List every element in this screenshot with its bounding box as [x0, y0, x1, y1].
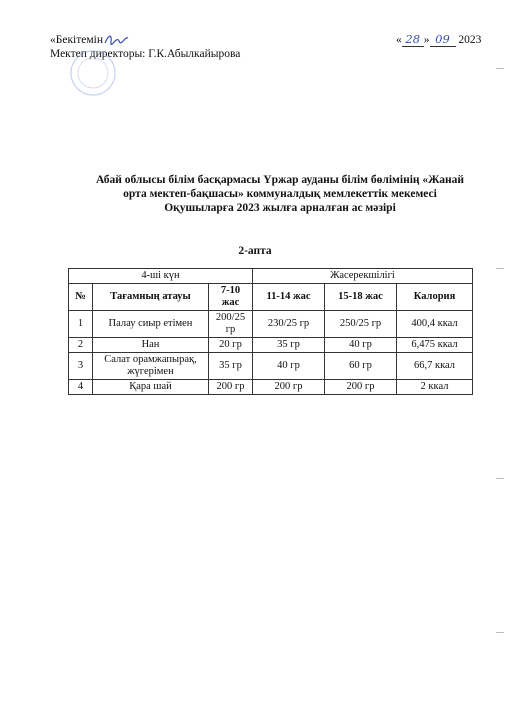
document-title: Абай облысы білім басқармасы Үржар ауданы білім бөлімінің «Жанай орта мектеп-бақшасы» коммуналдық мемлекеттік мекемесі Оқушыларға 2023 жылға арналған ас мәзірі [96, 174, 464, 214]
table-row: 3 Салат орамжапырақ, жүгерімен 35 гр 40 гр 60 гр 66,7 ккал [69, 353, 473, 380]
date-year: 2023 [458, 34, 482, 46]
col-header: 11-14 жас [253, 284, 325, 311]
week-label: 2-апта [238, 245, 272, 257]
day-header: 4-ші күн [69, 269, 253, 284]
age-header: Жасерекшілігі [253, 269, 473, 284]
date-month: 09 [430, 32, 456, 47]
date-day: 28 [402, 32, 424, 47]
scan-edge-mark [496, 68, 504, 69]
table-row: 2 Нан 20 гр 35 гр 40 гр 6,475 ккал [69, 338, 473, 353]
col-header: № [69, 284, 93, 311]
table-group-header [69, 269, 473, 284]
menu-table [68, 268, 473, 395]
scan-edge-mark [496, 478, 504, 479]
col-header: Тағамның атауы [93, 284, 209, 311]
director-line: Мектеп директоры: Г.К.Абылкайырова [50, 48, 241, 60]
col-header: 7-10 жас [209, 284, 253, 311]
stamp-icon [64, 48, 122, 98]
approve-label: «Бекітемін [50, 34, 103, 46]
col-header: Калория [397, 284, 473, 311]
table-row: 1 Палау сиыр етімен 200/25 гр 230/25 гр 250/25 гр 400,4 ккал [69, 311, 473, 338]
scan-edge-mark [496, 268, 504, 269]
table-row: 4 Қара шай 200 гр 200 гр 200 гр 2 ккал [69, 380, 473, 395]
table-column-header [69, 284, 473, 311]
col-header: 15-18 жас [325, 284, 397, 311]
signature-icon [103, 32, 129, 46]
scan-edge-mark [496, 632, 504, 633]
approval-date: « 28 » 09 2023 [396, 32, 482, 46]
